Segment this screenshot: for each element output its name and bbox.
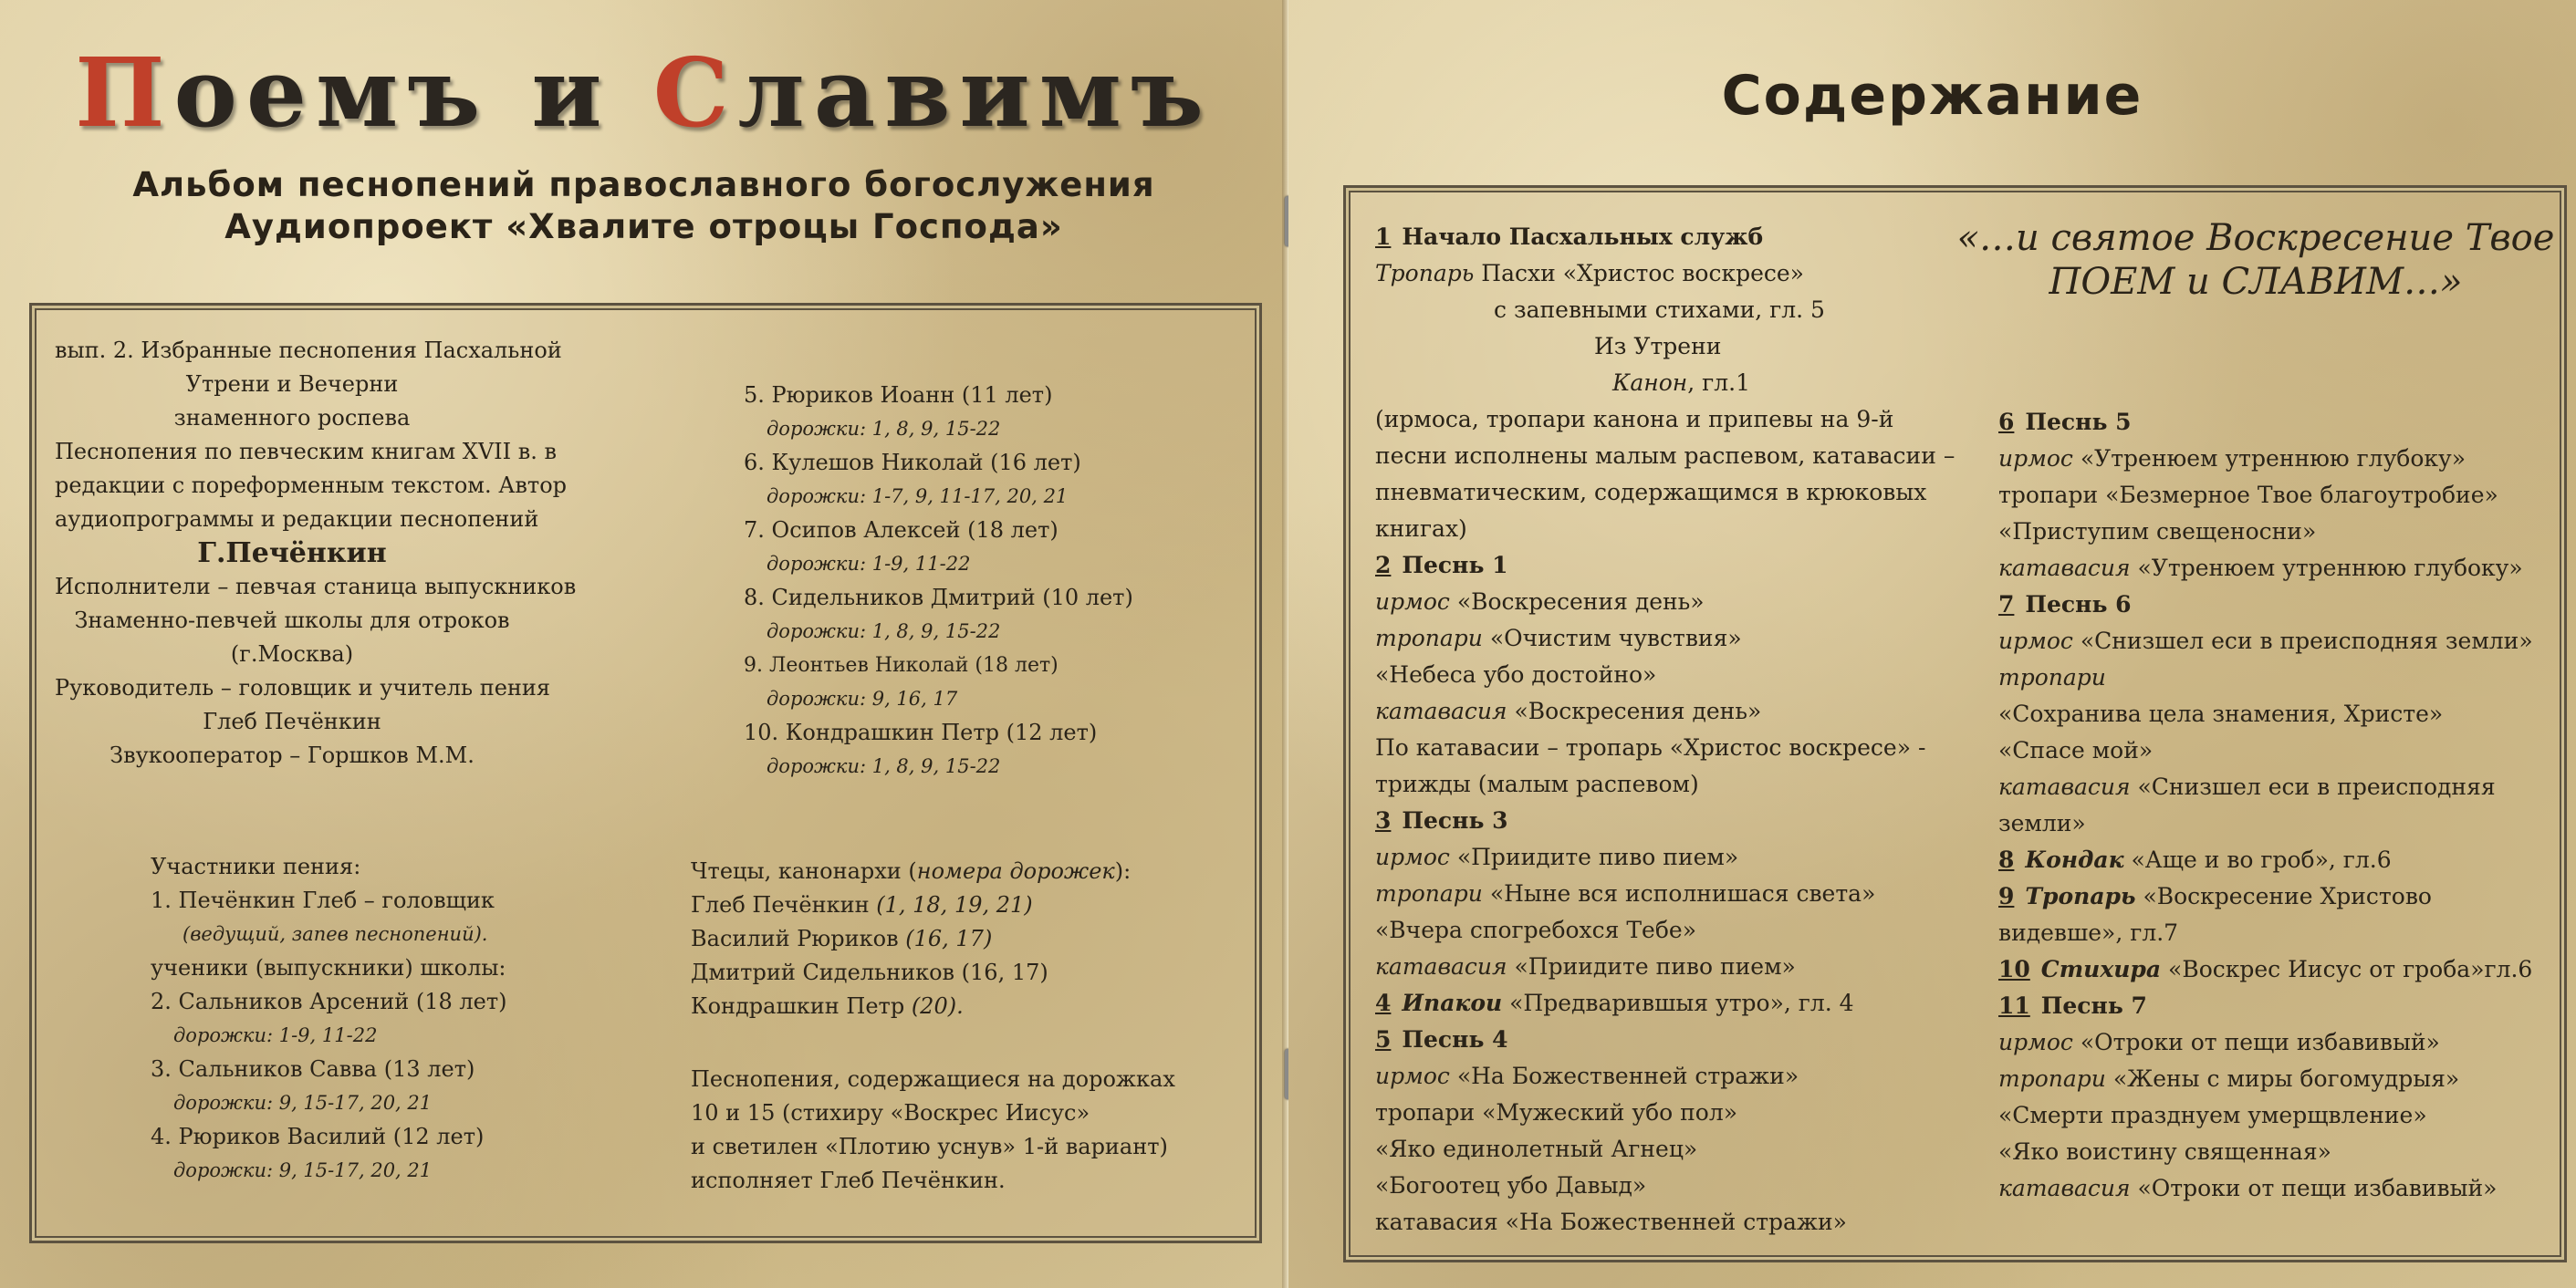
album-title: Поемъ и Славимъ (75, 36, 1213, 149)
performer-note: Песнопения, содержащиеся на дорожках 10 и 15 (стихиру «Воскрес Иисус» и светилен «Плотию уснув» 1-й вариант) исполняет Глеб Печёнкин. (691, 1066, 1175, 1193)
contents-entry: песни исполнены малым распевом, катавасии – (1375, 442, 1955, 469)
contents-entry: катавасия «Отроки от пещи избавивый» (1998, 1175, 2498, 1201)
contents-entry: 7 Песнь 6 (1998, 591, 2132, 618)
contents-entry: «Богоотец убо Давыд» (1375, 1172, 1647, 1199)
contents-entry: книгах) (1375, 515, 1467, 542)
contents-entry: «Яко воистину священная» (1998, 1138, 2331, 1165)
contents-entry: 1 Начало Пасхальных служб (1375, 223, 1764, 250)
right-page (1288, 0, 2576, 1288)
contents-entry: ирмос «Воскресения день» (1375, 588, 1705, 615)
album-subtitle: Альбом песнопений православного богослужения Аудиопроект «Хвалите отроцы Господа» (132, 165, 1155, 246)
contents-entry: тропари «Жены с миры богомудрыя» (1998, 1065, 2460, 1092)
info-block: вып. 2. Избранные песнопения Пасхальной Утрени и Вечерни знаменного роспева Песнопения по певческим книгам XVII в. в редакции с пореформенным текстом. Автор аудиопрограммы и редакции песнопений Г.Печёнкин Исполнители – певчая станица выпускников Знаменно-певчей школы для отроков (г.Москва) Руководитель – головщик и учитель пения Глеб Печёнкин Звукооператор – Горшков М.М. (55, 338, 577, 768)
contents-entry: 10 Стихира «Воскрес Иисус от гроба»гл.6 (1998, 956, 2533, 982)
readers-list: Чтецы, канонархи (номера дорожек): Глеб Печёнкин (1, 18, 19, 21) Василий Рюриков (16, 17) Дмитрий Сидельников (16, 17) Кондрашкин Петр (20). (691, 858, 1132, 1019)
contents-entry: катавасия «На Божественней стражи» (1375, 1209, 1847, 1235)
contents-entry: пневматическим, содержащимся в крюковых (1375, 479, 1927, 505)
contents-heading: Содержание (1721, 64, 2143, 128)
contents-entry: 9 Тропарь «Воскресение Христово (1998, 883, 2432, 909)
contents-entry: ирмос «Снизшел еси в преисподняя земли» (1998, 628, 2533, 654)
contents-entry: тропари (1998, 664, 2106, 691)
contents-entry: тропари «Очистим чувствия» (1375, 625, 1742, 651)
contents-entry: «Смерти празднуем умерщвление» (1998, 1102, 2427, 1128)
contents-entry: ирмос «Отроки от пещи избавивый» (1998, 1029, 2440, 1055)
contents-entry: ирмос «Приидите пиво пием» (1375, 844, 1739, 870)
contents-entry: трижды (малым распевом) (1375, 771, 1699, 797)
contents-entry: тропари «Мужеский убо пол» (1375, 1099, 1738, 1126)
contents-entry: Канон, гл.1 (1612, 369, 1750, 396)
contents-entry: 3 Песнь 3 (1375, 807, 1508, 834)
contents-entry: катавасия «Воскресения день» (1375, 698, 1762, 724)
contents-entry: земли» (1998, 810, 2086, 836)
members-list-right: 5. Рюриков Иоанн (11 лет) дорожки: 1, 8, 9, 15-22 6. Кулешов Николай (16 лет) дорожки: 1-7, 9, 11-17, 20, 21 7. Осипов Алексей (18 лет) дорожки: 1-9, 11-22 8. Сидельников Дмитрий (10 лет) дорожки: 1, 8, 9, 15-22 9. Леонтьев Николай (18 лет) дорожки: 9, 16, 17 10. Кондрашкин Петр (12 лет) дорожки: 1, 8, 9, 15-22 (744, 382, 1133, 777)
contents-entry: 8 Кондак «Аще и во гроб», гл.6 (1998, 847, 2392, 873)
contents-entry: видевше», гл.7 (1998, 919, 2179, 946)
quote: «…и святое Воскресение Твое ПОЕМ и СЛАВИМ…» (1956, 217, 2555, 303)
contents-entry: ирмос «На Божественней стражи» (1375, 1063, 1799, 1089)
contents-entry: «Яко единолетный Агнец» (1375, 1136, 1698, 1162)
contents-column-1 (1375, 219, 1955, 1241)
contents-entry: катавасия «Утренюем утреннюю глубоку» (1998, 555, 2523, 581)
contents-entry: 4 Ипакои «Предварившыя утро», гл. 4 (1375, 990, 1854, 1016)
contents-entry: «Сохранива цела знамения, Христе» (1998, 701, 2444, 727)
contents-entry: «Спасе мой» (1998, 737, 2154, 763)
contents-entry: тропари «Ныне вся исполнишася света» (1375, 880, 1876, 907)
contents-entry: с запевными стихами, гл. 5 (1494, 296, 1825, 323)
contents-entry: (ирмоса, тропари канона и припевы на 9-й (1375, 406, 1894, 432)
contents-entry: катавасия «Приидите пиво пием» (1375, 953, 1796, 980)
contents-entry: катавасия «Снизшел еси в преисподняя (1998, 774, 2496, 800)
contents-column-2 (1998, 404, 2533, 1207)
contents-entry: Из Утрени (1594, 333, 1722, 359)
contents-entry: 11 Песнь 7 (1998, 992, 2147, 1019)
contents-entry: «Вчера спогребохся Тебе» (1375, 917, 1696, 943)
contents-entry: По катавасии – тропарь «Христос воскресе» - (1375, 734, 1926, 761)
contents-entry: 6 Песнь 5 (1998, 409, 2132, 435)
contents-entry: тропари «Безмерное Твое благоутробие» (1998, 482, 2498, 508)
members-list: Участники пения: 1. Печёнкин Глеб – головщик (ведущий, запев песнопений). ученики (выпускники) школы: 2. Сальников Арсений (18 лет) дорожки: 1-9, 11-22 3. Сальников Савва (13 лет) дорожки: 9, 15-17, 20, 21 4. Рюриков Василий (12 лет) дорожки: 9, 15-17, 20, 21 (151, 854, 507, 1181)
contents-entry: «Небеса убо достойно» (1375, 661, 1657, 688)
contents-entry: 2 Песнь 1 (1375, 552, 1508, 578)
contents-entry: ирмос «Утренюем утреннюю глубоку» (1998, 445, 2466, 472)
contents-entry: «Приступим свещеносни» (1998, 518, 2317, 545)
contents-entry: 5 Песнь 4 (1375, 1026, 1508, 1053)
contents-entry: Тропарь Пасхи «Христос воскресе» (1375, 260, 1804, 286)
